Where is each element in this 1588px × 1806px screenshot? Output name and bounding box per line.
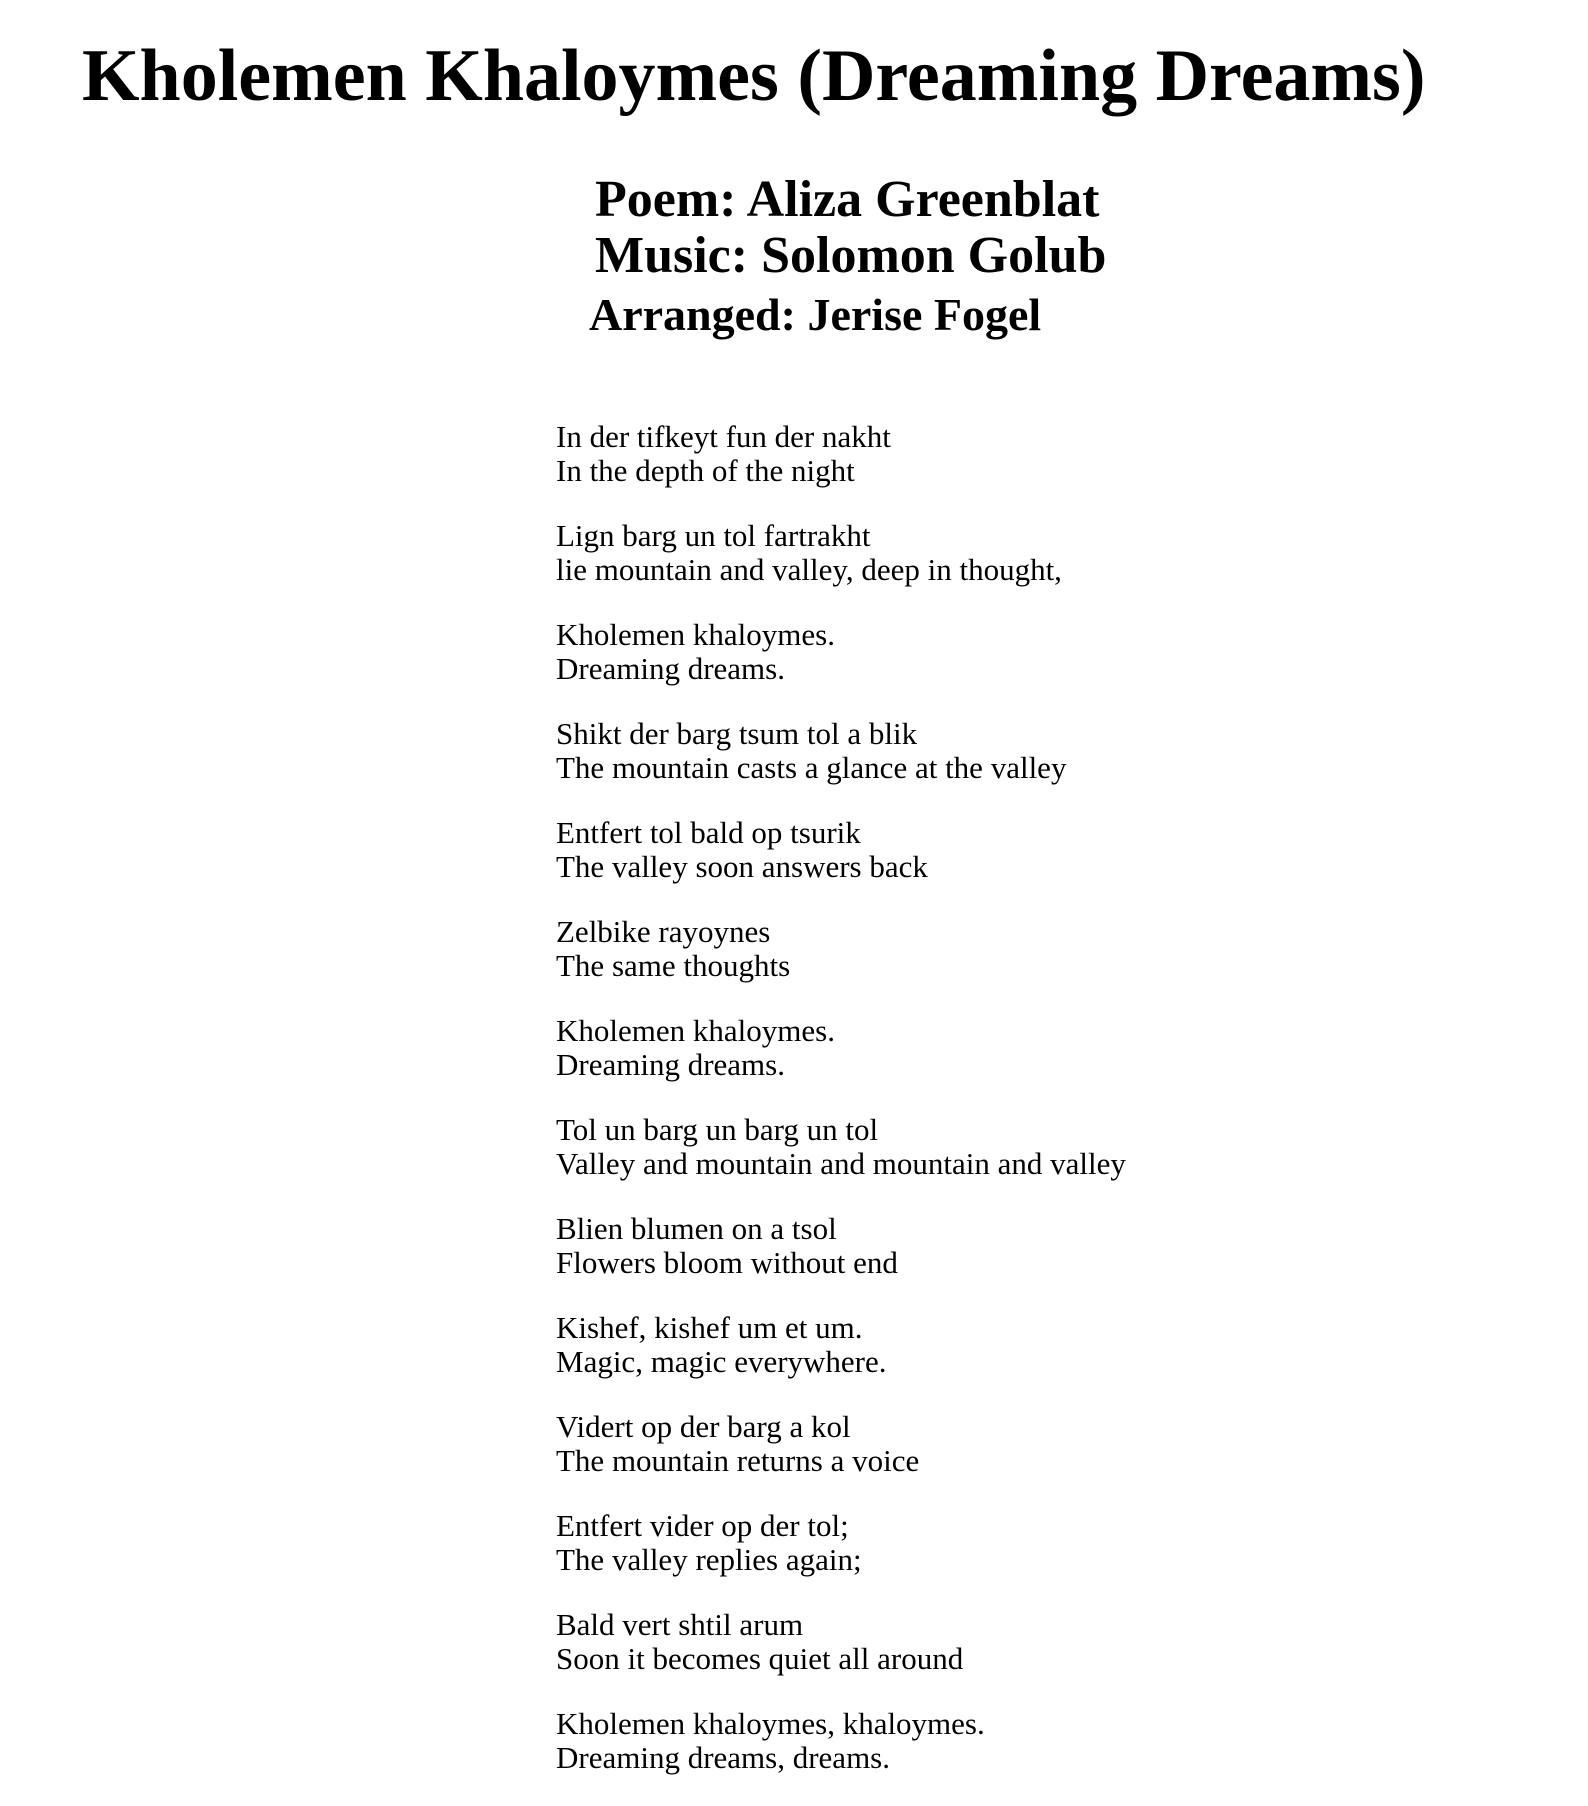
lyric-stanza	[556, 717, 1126, 785]
lyric-line-yiddish: Kishef, kishef um et um.	[556, 1310, 863, 1345]
lyric-line-yiddish: Entfert tol bald op tsurik	[556, 815, 861, 850]
lyric-line-english: Dreaming dreams, dreams.	[556, 1740, 890, 1775]
lyric-line-english: Dreaming dreams.	[556, 1047, 785, 1082]
lyric-line-yiddish: In der tifkeyt fun der nakht	[556, 419, 891, 454]
lyric-line-yiddish: Lign barg un tol fartrakht	[556, 518, 871, 553]
lyric-stanza	[556, 1113, 1126, 1181]
credit-arranged: Arranged: Jerise Fogel	[589, 289, 1042, 340]
lyric-stanza	[556, 1707, 1126, 1775]
lyric-line-yiddish: Zelbike rayoynes	[556, 914, 771, 949]
lyric-line-english: The valley soon answers back	[556, 849, 928, 884]
lyric-line-english: In the depth of the night	[556, 453, 855, 488]
lyric-line-english: Flowers bloom without end	[556, 1245, 898, 1280]
lyric-line-yiddish: Blien blumen on a tsol	[556, 1211, 837, 1246]
lyric-line-english: lie mountain and valley, deep in thought,	[556, 552, 1062, 587]
lyric-line-yiddish: Shikt der barg tsum tol a blik	[556, 716, 918, 751]
lyric-line-english: The same thoughts	[556, 948, 791, 983]
lyric-line-english: Magic, magic everywhere.	[556, 1344, 887, 1379]
lyric-line-yiddish: Vidert op der barg a kol	[556, 1409, 851, 1444]
lyric-line-english: The mountain casts a glance at the valley	[556, 750, 1067, 785]
lyric-stanza	[556, 1212, 1126, 1280]
lyric-line-yiddish: Tol un barg un barg un tol	[556, 1112, 879, 1147]
lyric-stanza	[556, 816, 1126, 884]
credit-music: Music: Solomon Golub	[595, 227, 1107, 284]
lyric-line-english: Dreaming dreams.	[556, 651, 785, 686]
lyrics-list	[556, 420, 1126, 1806]
lyric-line-yiddish: Kholemen khaloymes.	[556, 1013, 835, 1048]
lyric-line-yiddish: Entfert vider op der tol;	[556, 1508, 849, 1543]
lyric-stanza	[556, 420, 1126, 488]
lyric-stanza	[556, 519, 1126, 587]
lyric-line-english: The valley replies again;	[556, 1542, 862, 1577]
lyric-line-english: The mountain returns a voice	[556, 1443, 920, 1478]
lyric-line-yiddish: Bald vert shtil arum	[556, 1607, 804, 1642]
credits-block	[589, 171, 1107, 346]
page-title: Kholemen Khaloymes (Dreaming Dreams)	[82, 35, 1426, 117]
lyric-line-english: Valley and mountain and mountain and valley	[556, 1146, 1126, 1181]
lyric-stanza	[556, 1014, 1126, 1082]
lyric-stanza	[556, 1311, 1126, 1379]
lyric-line-yiddish: Kholemen khaloymes.	[556, 617, 835, 652]
credit-poem: Poem: Aliza Greenblat	[595, 171, 1100, 228]
lyric-stanza	[556, 1608, 1126, 1676]
lyric-stanza	[556, 1410, 1126, 1478]
lyric-line-english: Soon it becomes quiet all around	[556, 1641, 964, 1676]
lyric-line-yiddish: Kholemen khaloymes, khaloymes.	[556, 1706, 985, 1741]
lyric-stanza	[556, 915, 1126, 983]
lyric-stanza	[556, 618, 1126, 686]
lyric-stanza	[556, 1509, 1126, 1577]
